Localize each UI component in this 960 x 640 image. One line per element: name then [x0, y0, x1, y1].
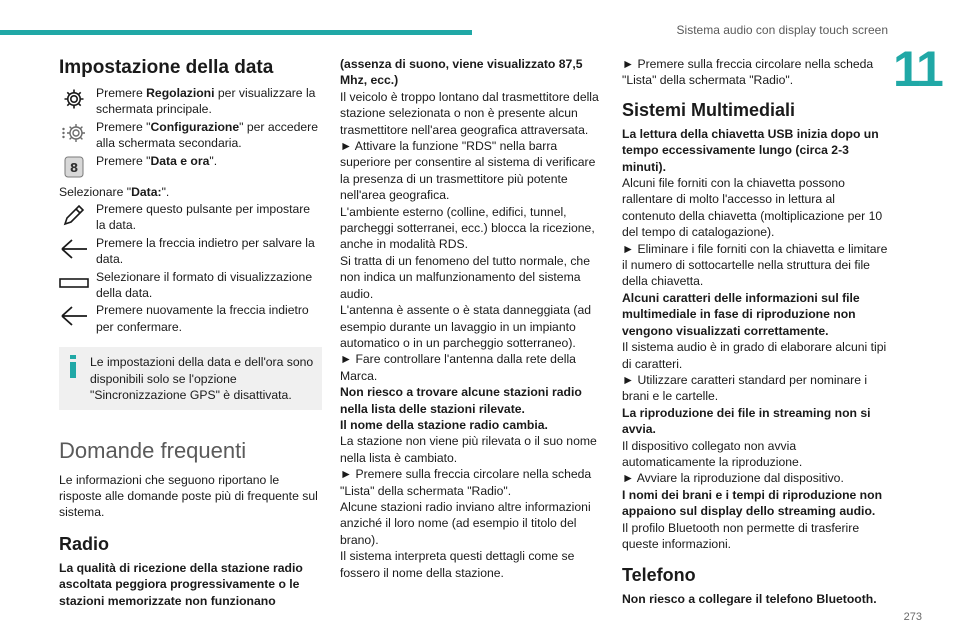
- step-text: ".: [161, 184, 170, 199]
- multimedia-question: Alcuni caratteri delle informazioni sul file multimediale in fase di riproduzione non vengono visualizzati correttamente.: [622, 290, 860, 338]
- format-bar-icon: [59, 268, 89, 298]
- column-left: [59, 56, 322, 609]
- radio-question: Il nome della stazione radio cambia.: [340, 417, 548, 432]
- radio-action: ► Premere sulla freccia circolare nella scheda "Lista" della schermata "Radio".: [340, 467, 592, 498]
- step-text: " per accedere alla schermata secondaria.: [96, 119, 319, 151]
- step-text: Premere questo pulsante per impostare la data.: [96, 202, 311, 233]
- radio-answer: L'antenna è assente o è stata danneggiata (ad esempio durante un lavaggio in un impianto automatico o in un parcheggio sotterraneo).: [340, 303, 592, 350]
- step-format: [59, 268, 322, 302]
- multimedia-question: La riproduzione dei file in streaming non si avvia.: [622, 405, 871, 437]
- step-edit: [59, 200, 322, 234]
- step-text: Premere la freccia indietro per salvare la data.: [96, 235, 315, 267]
- step-keyword: Data e ora: [150, 153, 210, 168]
- step-back-confirm: [59, 301, 322, 335]
- radio-action: ► Attivare la funzione "RDS" nella barra superiore per consentire al sistema di verificare la presenza di un trasmettitore più potente nell'area geografica.: [340, 139, 596, 203]
- radio-question: La qualità di ricezione della stazione radio ascoltata peggiora progressivamente o le stazioni memorizzate non funzionano: [59, 560, 303, 608]
- column-middle: [340, 56, 602, 581]
- faq-intro: Le informazioni che seguono riportano le risposte alle domande poste più di frequente sul sistema.: [59, 472, 318, 520]
- gear-icon: [59, 84, 89, 114]
- info-text: Le impostazioni della data e dell'ora sono disponibili solo se l'opzione "Sincronizzazione GPS" è disattivata.: [90, 355, 314, 403]
- step-keyword: Configurazione: [150, 119, 240, 134]
- step-back-save: [59, 234, 322, 268]
- info-box: [59, 347, 322, 409]
- multimedia-answer: Il sistema audio è in grado di elaborare alcuni tipi di caratteri.: [622, 340, 887, 371]
- step-text: Premere ": [96, 153, 151, 168]
- gear-dots-icon: [59, 118, 89, 148]
- svg-text:8: 8: [69, 160, 79, 175]
- select-date-line: [59, 184, 322, 200]
- multimedia-question: La lettura della chiavetta USB inizia dopo un tempo eccessivamente lungo (circa 2-3 minuti).: [622, 126, 879, 174]
- step-text: Selezionare ": [59, 184, 132, 199]
- step-configuration: [59, 118, 322, 152]
- multimedia-action: ► Avviare la riproduzione dal dispositivo.: [622, 471, 844, 486]
- clock-8-icon: [59, 152, 89, 182]
- section-header: Sistema audio con display touch screen: [676, 23, 888, 37]
- step-text: Premere ": [96, 119, 151, 134]
- multimedia-answer: Il dispositivo collegato non avvia automaticamente la riproduzione.: [622, 438, 803, 469]
- radio-answer: Alcune stazioni radio inviano altre informazioni anziché il loro nome (ad esempio il titolo del brano).: [340, 499, 591, 547]
- header-accent-bar: [0, 30, 472, 35]
- step-settings: [59, 84, 322, 118]
- phone-heading: Telefono: [622, 565, 696, 586]
- arrow-left-icon: [59, 301, 89, 331]
- multimedia-question: I nomi dei brani e i tempi di riproduzione non appaiono sul display dello streaming audio.: [622, 487, 883, 519]
- multimedia-answer: Alcuni file forniti con la chiavetta possono rallentare di molto l'accesso in lettura al contenuto della chiavetta (moltiplicazione per 10 del tempo di catalogazione).: [622, 176, 883, 240]
- faq-heading: Domande frequenti: [59, 437, 247, 463]
- radio-answer: L'ambiente esterno (colline, edifici, tunnel, parcheggi sotterranei, ecc.) blocca la ricezione, anche in modalità RDS.: [340, 204, 595, 252]
- step-keyword: Data:: [131, 184, 162, 199]
- step-text: per visualizzare la schermata principale.: [96, 86, 316, 117]
- multimedia-action: ► Utilizzare caratteri standard per nominare i brani e le cartelle.: [622, 372, 868, 404]
- step-text: Premere nuovamente la freccia indietro per confermare.: [96, 303, 309, 334]
- radio-answer: Il sistema interpreta questi dettagli come se fossero il nome della stazione.: [340, 549, 575, 580]
- multimedia-action: ► Eliminare i file forniti con la chiavetta e limitare il numero di sottocartelle nella struttura dei file della chiavetta.: [622, 241, 888, 289]
- arrow-left-icon: [59, 234, 89, 264]
- multimedia-answer: Il profilo Bluetooth non permette di trasferire queste informazioni.: [622, 520, 860, 551]
- radio-action: ► Fare controllare l'antenna dalla rete della Marca.: [340, 352, 576, 383]
- chapter-number: 11: [893, 41, 942, 97]
- radio-question: Non riesco a trovare alcune stazioni radio nella lista delle stazioni rilevate.: [340, 385, 582, 416]
- radio-action: ► Premere sulla freccia circolare nella scheda "Lista" della schermata "Radio".: [622, 57, 874, 88]
- radio-heading: Radio: [59, 533, 110, 554]
- step-date-time: [59, 152, 322, 182]
- step-text: ".: [209, 153, 218, 168]
- page-number: 273: [903, 611, 922, 623]
- info-icon: [63, 353, 83, 379]
- radio-answer: Si tratta di un fenomeno del tutto normale, che non indica un malfunzionamento del sistema audio.: [340, 253, 590, 301]
- radio-answer: La stazione non viene più rilevata o il suo nome nella lista è cambiato.: [340, 434, 597, 465]
- date-heading: Impostazione della data: [59, 57, 274, 78]
- radio-question-cont: (assenza di suono, viene visualizzato 87,5 Mhz, ecc.): [340, 57, 583, 88]
- multimedia-heading: Sistemi Multimediali: [622, 99, 796, 120]
- column-right: [622, 56, 890, 608]
- phone-question: Non riesco a collegare il telefono Bluetooth.: [622, 592, 877, 607]
- step-text: Selezionare il formato di visualizzazione della data.: [96, 269, 313, 301]
- step-keyword: Regolazioni: [146, 86, 215, 100]
- step-text: Premere: [96, 86, 147, 100]
- radio-answer: Il veicolo è troppo lontano dal trasmettitore della stazione selezionata o non è presente alcun trasmettitore nell'area geografica attraversata.: [340, 89, 599, 137]
- pencil-icon: [59, 200, 89, 230]
